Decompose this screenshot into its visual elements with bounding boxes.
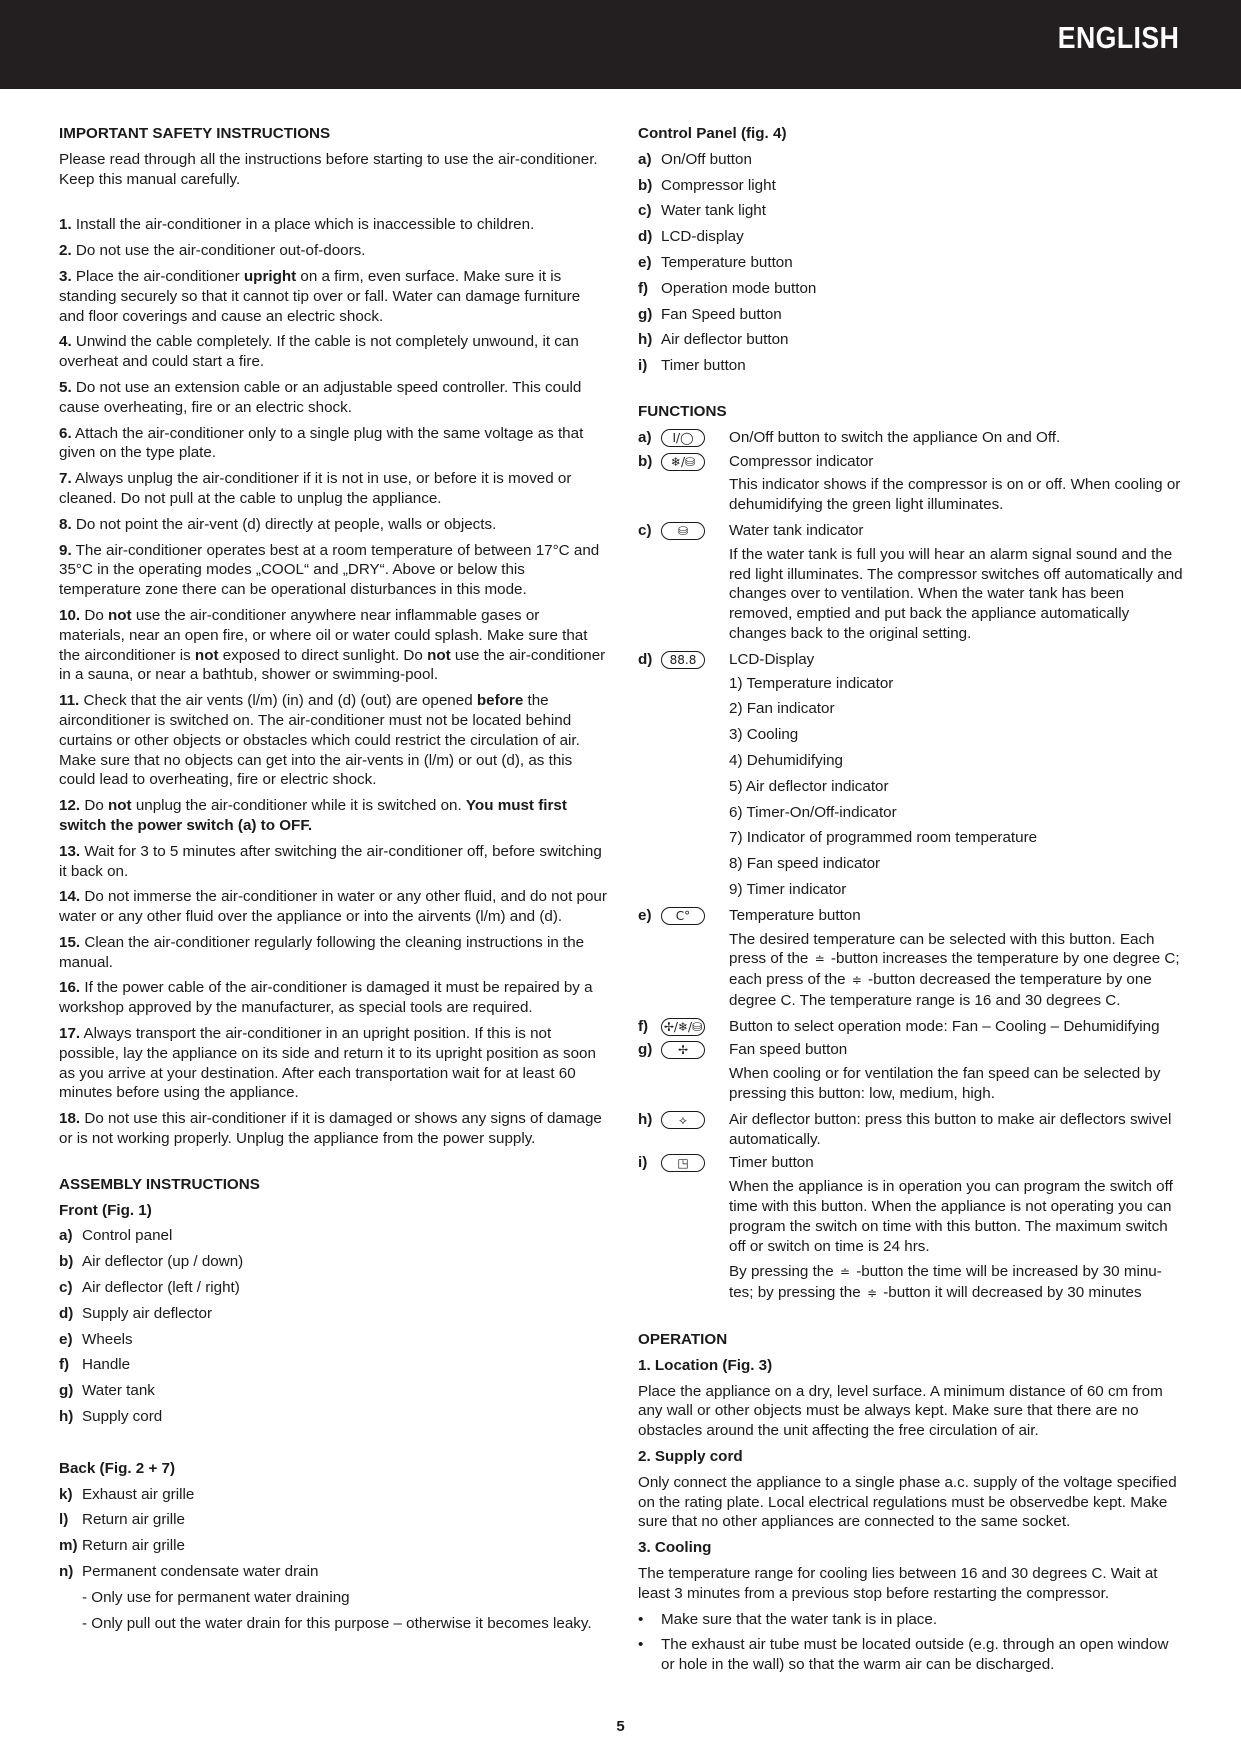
function-f: f) ✢/❄/⛁ Button to select operation mode: Fan – Cooling – Dehumidifying (638, 1017, 1160, 1035)
safety-item: 10. Do not use the air-conditioner anywhere near inflammable gases or materials, near an open fire, or where oil or water could splash. Make sure that the airconditioner is not exposed to direct sunlight. Do not use the air-conditioner in a sauna, or near a bathtub, shower or swimming-pool. (59, 606, 606, 684)
down-button-icon: ≑ (851, 973, 862, 988)
page-number: 5 (616, 1718, 625, 1735)
safety-intro: Please read through all the instructions before starting to use the air-conditioner. Keep this manual carefully. (59, 150, 598, 188)
safety-item-number: 15. (59, 933, 81, 951)
front-list-item: a) Control panel (59, 1227, 173, 1245)
supply-cord-title: 2. Supply cord (638, 1448, 743, 1466)
safety-item: 15. Clean the air-conditioner regularly following the cleaning instructions in the manual. (59, 933, 585, 971)
control-list-item: c) Water tank light (638, 202, 766, 220)
front-list-item: b) Air deflector (up / down) (59, 1253, 244, 1271)
up-button-icon: ≐ (839, 1265, 850, 1280)
safety-item-number: 18. (59, 1110, 81, 1128)
supply-cord-text: Only connect the appliance to a single phase a.c. supply of the voltage specified on the rating plate. Local electrical regulations must be observedbe kept. Make sure that no other appliances are connected to the same socket. (638, 1473, 1177, 1531)
safety-item-number: 14. (59, 888, 81, 906)
control-list-item: a) On/Off button (638, 150, 752, 168)
location-title: 1. Location (Fig. 3) (638, 1356, 773, 1374)
front-list-item: e) Wheels (59, 1330, 133, 1348)
front-list-item: f) Handle (59, 1356, 131, 1374)
control-panel-title: Control Panel (fig. 4) (638, 125, 787, 142)
safety-list (59, 215, 607, 1148)
back-list (59, 1485, 607, 1582)
functions-title: FUNCTIONS (638, 402, 727, 420)
safety-title: IMPORTANT SAFETY INSTRUCTIONS (59, 125, 331, 142)
bullet-item: • The exhaust air tube must be located outside (e.g. through an open window or hole in the wall) so that the warm air can be discharged. (638, 1636, 1169, 1674)
back-list-item: m) Return air grille (59, 1537, 185, 1555)
safety-item-number: 11. (59, 692, 80, 710)
function-h: h) ⟡ Air deflector button: press this button to make air deflectors swivel automatically. (638, 1110, 1172, 1148)
safety-item: 6. Attach the air-conditioner only to a single plug with the same voltage as that given on the type plate. (59, 424, 584, 462)
safety-item-number: 7. (59, 470, 72, 488)
operation-title: OPERATION (638, 1331, 728, 1349)
safety-item: 2. Do not use the air-conditioner out-of-doors. (59, 242, 366, 260)
front-list-item: h) Supply cord (59, 1408, 163, 1426)
safety-item-number: 8. (59, 515, 72, 533)
function-d: d) 88.8 LCD-Display (638, 650, 815, 668)
control-list-item: b) Compressor light (638, 176, 776, 194)
control-list-item: g) Fan Speed button (638, 305, 782, 323)
function-i-desc: When the appliance is in operation you can program the switch off time with this button. When the appliance is not operating you can program the switch on time with this button. The maximum switch off or switch on time is 24 hrs. (729, 1178, 1173, 1255)
front-list-item: d) Supply air deflector (59, 1304, 213, 1322)
lcd-list-item: 1) Temperature indicator (729, 674, 894, 692)
safety-item-number: 17. (59, 1025, 81, 1043)
lcd-list (638, 674, 1186, 900)
safety-item-number: 2. (59, 242, 72, 260)
function-g-desc: When cooling or for ventilation the fan speed can be selected by pressing this button: low, medium, high. (729, 1065, 1161, 1103)
lcd-list-item: 4) Dehumidifying (729, 751, 843, 769)
air-deflector-icon: ⟡ (661, 1111, 705, 1129)
control-list (638, 150, 1186, 376)
back-list-item: l) Return air grille (59, 1511, 185, 1529)
up-button-icon: ≐ (814, 952, 825, 967)
safety-item-number: 12. (59, 797, 81, 815)
safety-item: 18. Do not use this air-conditioner if it is damaged or shows any signs of damage or is not working properly. Unplug the appliance from the power supply. (59, 1110, 602, 1148)
function-i: i) ◳ Timer button (638, 1154, 814, 1172)
fan-icon: ✢ (661, 1041, 705, 1059)
safety-item-number: 3. (59, 267, 72, 285)
control-list-item: d) LCD-display (638, 228, 744, 246)
control-list-item: f) Operation mode button (638, 279, 817, 297)
right-column (638, 124, 1186, 1681)
safety-item: 8. Do not point the air-vent (d) directly at people, walls or objects. (59, 515, 497, 533)
location-text: Place the appliance on a dry, level surface. A minimum distance of 60 cm from any wall or other objects must be always kept. Make sure that there are no obstacles around the unit affecting the free circulation of air. (638, 1382, 1163, 1440)
front-list-item: g) Water tank (59, 1382, 155, 1400)
mode-icon: ✢/❄/⛁ (661, 1018, 705, 1036)
lcd-list-item: 3) Cooling (729, 726, 799, 744)
safety-item: 12. Do not unplug the air-conditioner while it is switched on. You must first switch the power switch (a) to OFF. (59, 797, 567, 834)
safety-item: 16. If the power cable of the air-conditioner is damaged it must be repaired by a workshop approved by the manufacturer, as special tools are required. (59, 979, 593, 1017)
function-c-desc: If the water tank is full you will hear an alarm signal sound and the red light illuminates. The compressor switches off automatically and changes over to ventilation. When the water tank has been removed, emptied and put back the appliance automatically changes back to the original setting. (729, 545, 1183, 642)
page-header (0, 0, 1241, 89)
safety-item: 1. Install the air-conditioner in a place which is inaccessible to children. (59, 216, 535, 234)
water-tank-icon: ⛁ (661, 522, 705, 540)
back-title: Back (Fig. 2 + 7) (59, 1459, 176, 1477)
left-column (59, 124, 607, 1639)
language-label: ENGLISH (1057, 20, 1179, 55)
function-i-press: By pressing the ≐ -button the time will be increased by 30 minu-tes; by pressing the ≑ -button it will decreased by 30 minutes (638, 1262, 1186, 1304)
lcd-list-item: 2) Fan indicator (729, 700, 835, 718)
safety-item: 11. Check that the air vents (l/m) (in) and (d) (out) are opened before the airconditioner is switched on. The air-conditioner must not be located behind curtains or other objects or obstacles which could restrict the circulation of air. Make sure that no objects can get into the air-vents in (l/m) or out (d), as this could lead to overheating, fire or electric shock. (59, 692, 580, 789)
safety-item-number: 4. (59, 333, 72, 351)
assembly-title: ASSEMBLY INSTRUCTIONS (59, 1175, 260, 1193)
back-sub-item: - Only use for permanent water draining (82, 1588, 350, 1606)
compressor-icon: ❄/⛁ (661, 453, 705, 471)
safety-item-number: 1. (59, 216, 72, 234)
safety-item-number: 9. (59, 541, 72, 559)
safety-item: 13. Wait for 3 to 5 minutes after switching the air-conditioner off, before switching it back on. (59, 842, 602, 880)
function-b-desc: This indicator shows if the compressor is on or off. When cooling or dehumidifying the green light illuminates. (729, 476, 1181, 514)
front-list (59, 1226, 607, 1426)
lcd-display-icon: 88.8 (661, 651, 705, 669)
safety-item: 17. Always transport the air-conditioner in an upright position. If this is not possible, lay the appliance on its side and return it to its upright position as soon as you arrive at your destination. After each transportation wait for at least 60 minutes before using the appliance. (59, 1025, 596, 1102)
front-list-item: c) Air deflector (left / right) (59, 1279, 240, 1297)
function-e-desc: The desired temperature can be selected with this button. Each press of the ≐ -button increases the temperature by one degree C; each press of the ≑ -button decreased the temperature by one degree C. The temperature range is 16 and 30 degrees C. (729, 930, 1180, 1009)
function-g: g) ✢ Fan speed button (638, 1041, 848, 1059)
cooling-title: 3. Cooling (638, 1539, 712, 1557)
lcd-list-item: 8) Fan speed indicator (729, 855, 881, 873)
safety-item: 9. The air-conditioner operates best at a room temperature of between 17°C and 35°C in the operating modes „COOL“ and „DRY“. Above or below this temperature zone there can be operational disturbances in this mode. (59, 541, 600, 599)
bullet-item: • Make sure that the water tank is in place. (638, 1610, 938, 1628)
safety-item: 7. Always unplug the air-conditioner if it is not in use, or before it is moved or cleaned. Do not pull at the cable to unplug the appliance. (59, 470, 572, 507)
function-e: e) C° Temperature button (638, 906, 861, 924)
safety-item-number: 16. (59, 979, 81, 997)
lcd-list-item: 5) Air deflector indicator (729, 777, 889, 795)
control-list-item: e) Temperature button (638, 253, 793, 271)
control-list-item: h) Air deflector button (638, 331, 789, 349)
temperature-icon: C° (661, 907, 705, 925)
safety-item-number: 13. (59, 842, 81, 860)
bullet-icon: • (638, 1610, 644, 1628)
on-off-icon: I/◯ (661, 429, 705, 447)
function-c: c) ⛁ Water tank indicator (638, 521, 864, 539)
safety-item: 4. Unwind the cable completely. If the cable is not completely unwound, it can overheat and could start a fire. (59, 333, 579, 371)
down-button-icon: ≑ (866, 1286, 877, 1301)
safety-item: 5. Do not use an extension cable or an adjustable speed controller. This could cause overheating, fire or an electric shock. (59, 378, 582, 416)
front-title: Front (Fig. 1) (59, 1201, 152, 1219)
control-list-item: i) Timer button (638, 357, 746, 375)
cooling-text: The temperature range for cooling lies between 16 and 30 degrees C. Wait at least 3 minutes from a previous stop before restarting the compressor. (638, 1565, 1158, 1602)
safety-item: 14. Do not immerse the air-conditioner in water or any other fluid, and do not pour water or any other fluid over the appliance or into the airvents (l/m) and (d). (59, 888, 607, 926)
lcd-list-item: 9) Timer indicator (729, 880, 847, 898)
function-b: b) ❄/⛁ Compressor indicator (638, 452, 874, 470)
bullet-icon: • (638, 1636, 644, 1654)
safety-item-number: 10. (59, 606, 81, 624)
safety-item-number: 6. (59, 424, 72, 442)
timer-icon: ◳ (661, 1154, 705, 1172)
back-list-item: k) Exhaust air grille (59, 1485, 195, 1503)
function-a: a) I/◯ On/Off button to switch the appliance On and Off. (638, 428, 1061, 446)
back-sub-item: - Only pull out the water drain for this purpose – otherwise it becomes leaky. (82, 1614, 592, 1632)
lcd-list-item: 7) Indicator of programmed room temperature (729, 829, 1038, 847)
safety-item: 3. Place the air-conditioner upright on a firm, even surface. Make sure it is standing securely so that it cannot tip over or fall. Water can damage furniture and floor coverings and cause an electric shock. (59, 267, 581, 325)
safety-item-number: 5. (59, 378, 72, 396)
lcd-list-item: 6) Timer-On/Off-indicator (729, 803, 897, 821)
back-list-item: n) Permanent condensate water drain (59, 1563, 319, 1581)
